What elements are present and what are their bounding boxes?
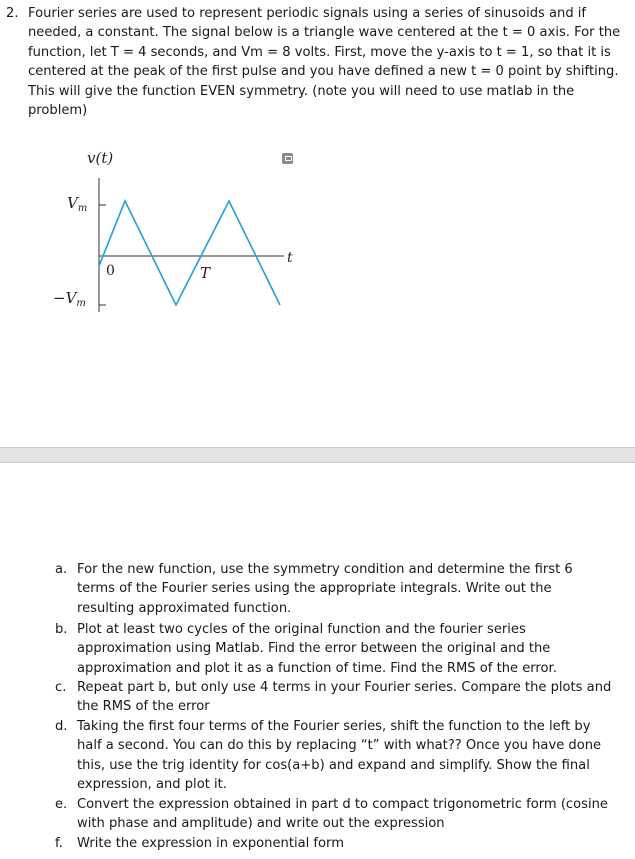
- triangle-wave: [99, 201, 280, 305]
- question-number: 2.: [6, 6, 19, 21]
- part-text: Repeat part b, but only use 4 terms in your Fourier series. Compare the plots and the RMS of the error: [77, 680, 612, 715]
- section-divider: [0, 447, 635, 463]
- part-text: Taking the first four terms of the Fourier series, shift the function to the left by half a second. You can do this by replacing “t” with what?? Once you have done this, use the trig identity for cos(a+b) and expand and simplify. Show the final expression, and plot it.: [77, 719, 602, 793]
- part-text: Plot at least two cycles of the original function and the fourier series approximation using Matlab. Find the error between the original and the approximation and plot it as a function of time. Find the RMS of the error.: [77, 622, 557, 676]
- vm-label: $V_m$: [67, 194, 88, 214]
- part-label: a.: [55, 562, 68, 577]
- t-label: t: [287, 250, 293, 266]
- question-text: Fourier series are used to represent periodic signals using a series of sinusoids and if needed, a constant. The signal below is a triangle wave centered at the t = 0 axis. For the function, let T = 4 seconds, and Vm = 8 volts. First, move the y-axis to t = 1, so that it is centered at the peak of the first pulse and you have defined a new t = 0 point by shifting. This will give the function EVEN symmetry. (note you will need to use matlab in the problem): [28, 6, 621, 119]
- neg-vm-label: $-V_m$: [53, 289, 86, 309]
- part-label: f.: [55, 836, 63, 851]
- part-text: Write the expression in exponential form: [77, 836, 344, 851]
- period-label: T: [200, 264, 211, 282]
- part-text: Convert the expression obtained in part d to compact trigonometric form (cosine with phase and amplitude) and write out the expression: [77, 797, 608, 832]
- y-axis-label: v(t): [87, 149, 114, 167]
- part-label: c.: [55, 680, 67, 695]
- part-text: For the new function, use the symmetry condition and determine the first 6 terms of the Fourier series using the appropriate integrals. Write out the resulting approximated function.: [77, 562, 573, 616]
- part-label: e.: [55, 797, 68, 812]
- part-label: d.: [55, 719, 68, 734]
- part-label: b.: [55, 622, 68, 637]
- origin-label: 0: [106, 263, 115, 279]
- image-options-icon[interactable]: [282, 153, 293, 164]
